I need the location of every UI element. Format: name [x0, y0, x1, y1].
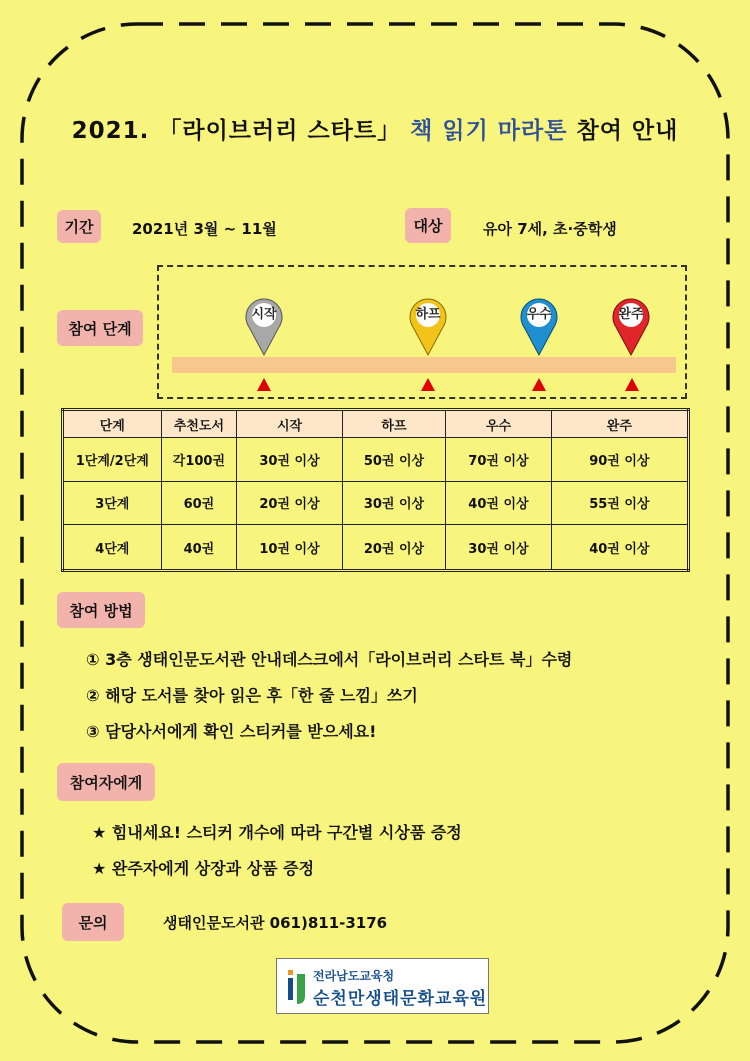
- participants-label: 참여자에게: [57, 763, 155, 801]
- table-cell: 50권 이상: [342, 438, 445, 482]
- pin-start-label: 시작: [251, 307, 277, 322]
- target-value: 유아 7세, 초·중학생: [483, 220, 617, 238]
- marker-excellent-icon: [532, 378, 546, 391]
- table-cell: 20권 이상: [342, 525, 445, 571]
- table-cell: 30권 이상: [237, 438, 342, 482]
- participants-item: ★ 힘내세요! 스티커 개수에 따라 구간별 시상품 증정: [92, 823, 462, 842]
- table-cell: 40권: [161, 525, 237, 571]
- table-cell: 60권: [161, 481, 237, 525]
- method-item: ② 해당 도서를 찾아 읽은 후「한 줄 느낌」쓰기: [86, 686, 418, 705]
- participants-item: ★ 완주자에게 상장과 상품 증정: [92, 859, 315, 878]
- pin-start-icon: [244, 295, 284, 357]
- page-title: 2021. 「라이브러리 스타트」 책 읽기 마라톤 참여 안내: [71, 118, 679, 144]
- table-cell: 1단계/2단계: [63, 438, 162, 482]
- table-cell: 10권 이상: [237, 525, 342, 571]
- marker-complete-icon: [625, 378, 639, 391]
- pin-half-icon: [408, 295, 448, 357]
- table-header: 시작: [237, 410, 342, 438]
- table-header: 하프: [342, 410, 445, 438]
- stages-table: [61, 408, 690, 572]
- logo-line1: 전라남도교육청: [313, 969, 395, 983]
- method-item: ① 3층 생태인문도서관 안내데스크에서「라이브러리 스타트 북」수령: [86, 650, 573, 669]
- pin-complete-label: 완주: [618, 307, 644, 322]
- table-cell: 각100권: [161, 438, 237, 482]
- table-cell: 30권 이상: [446, 525, 551, 571]
- table-cell: 30권 이상: [342, 481, 445, 525]
- inquiry-value: 생태인문도서관 061)811-3176: [163, 914, 388, 932]
- table-row: [63, 525, 689, 571]
- table-cell: 20권 이상: [237, 481, 342, 525]
- marker-start-icon: [257, 378, 271, 391]
- pin-half-label: 하프: [415, 307, 441, 322]
- education-logo-icon: [285, 968, 309, 1006]
- method-label: 참여 방법: [57, 592, 145, 628]
- logo: [276, 958, 489, 1014]
- table-cell: 40권 이상: [446, 481, 551, 525]
- period-label: 기간: [57, 210, 101, 243]
- table-cell: 4단계: [63, 525, 162, 571]
- method-item: ③ 담당사서에게 확인 스티커를 받으세요!: [86, 722, 377, 741]
- table-header: 우수: [446, 410, 551, 438]
- table-header: 추천도서: [161, 410, 237, 438]
- table-cell: 90권 이상: [551, 438, 688, 482]
- pin-excellent-label: 우수: [526, 307, 552, 322]
- table-row: [63, 438, 689, 482]
- pin-complete-icon: [611, 295, 651, 357]
- period-value: 2021년 3월 ~ 11월: [132, 220, 277, 238]
- table-cell: 3단계: [63, 481, 162, 525]
- title-highlight: 책 읽기 마라톤: [410, 118, 568, 144]
- table-header: 완주: [551, 410, 688, 438]
- table-header: 단계: [63, 410, 162, 438]
- table-cell: 40권 이상: [551, 525, 688, 571]
- stages-label: 참여 단계: [57, 310, 143, 346]
- table-cell: 55권 이상: [551, 481, 688, 525]
- table-cell: 70권 이상: [446, 438, 551, 482]
- pin-excellent-icon: [519, 295, 559, 357]
- progress-track: [172, 357, 676, 373]
- inquiry-label: 문의: [62, 903, 124, 941]
- logo-line2: 순천만생태문화교육원: [313, 989, 488, 1009]
- table-header-row: [63, 410, 689, 438]
- table-row: [63, 481, 689, 525]
- target-label: 대상: [405, 208, 451, 243]
- marker-half-icon: [421, 378, 435, 391]
